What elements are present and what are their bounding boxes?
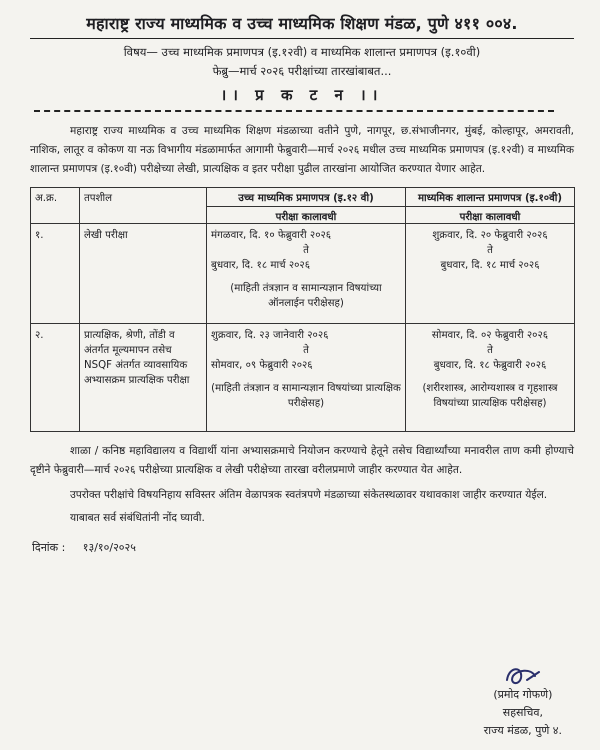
hsc-note: (माहिती तंत्रज्ञान व सामान्यज्ञान विषयांच्या ऑनलाईन परीक्षेसह) — [230, 283, 382, 309]
hsc-period-subheader: परीक्षा कालावधी — [207, 206, 405, 223]
col-ssc-label: माध्यमिक शालान्त प्रमाणपत्र (इ.१०वी) — [417, 193, 563, 204]
note-paragraph: याबाबत सर्व संबंधितांनी नोंद घ्यावी. — [70, 512, 205, 524]
table-row — [31, 324, 575, 432]
purpose-paragraph: शाळा / कनिष्ठ महाविद्यालय व विद्यार्थी यांना अभ्यासक्रमाचे नियोजन करण्याचे हेतूने तसेच विद्यार्थ्यांच्या मनावरील ताण कमी होण्याचे दृष्टीने फेब्रुवारी—मार्च २०२६ परीक्षेच्या प्रात्यक्षिक व लेखी परीक्षेच्या तारखा वरीलप्रमाणे जाहीर करण्यात येत आहेत. — [30, 445, 574, 476]
row-hsc-period — [207, 324, 406, 432]
date-label: दिनांक : — [32, 541, 66, 554]
date-row — [30, 540, 574, 555]
ssc-from-date: सोमवार, दि. ०२ फेब्रुवारी २०२६ — [431, 330, 549, 341]
subject-line-2: फेब्रु—मार्च २०२६ परीक्षांच्या तारखांबाबत... — [212, 64, 392, 78]
ssc-to-word: ते — [487, 245, 493, 256]
hsc-from-date: शुक्रवार, दि. २३ जानेवारी २०२६ — [211, 330, 329, 341]
row-sr: २. — [31, 324, 80, 432]
ssc-to-word: ते — [487, 345, 493, 356]
subject-line-1: विषय— उच्च माध्यमिक प्रमाणपत्र (इ.१२वी) व माध्यमिक शालान्त प्रमाणपत्र (इ.१०वी) — [123, 45, 481, 59]
ssc-note: (शरीरशास्त्र, आरोग्यशास्त्र व गृहशास्त्र विषयांच्या प्रात्यक्षिक परीक्षेसह) — [422, 383, 558, 409]
signature-block — [484, 662, 562, 740]
row-sr: १. — [31, 224, 80, 324]
hsc-to-word: ते — [303, 345, 309, 356]
ssc-to-date: बुधवार, दि. १८ मार्च २०२६ — [440, 260, 540, 271]
notice-heading: ।। प्र क ट न ।। — [220, 86, 384, 104]
title-underline — [30, 38, 574, 39]
ssc-to-date: बुधवार, दि. १८ फेब्रुवारी २०२६ — [433, 360, 547, 371]
signatory-title: सहसचिव, — [502, 706, 543, 719]
hsc-to-date: बुधवार, दि. १८ मार्च २०२६ — [211, 260, 311, 271]
col-detail-header: तपशील — [80, 188, 207, 224]
col-hsc-header — [207, 188, 406, 224]
board-title: महाराष्ट्र राज्य माध्यमिक व उच्च माध्यमिक शिक्षण मंडळ, पुणे ४११ ००४. — [86, 14, 518, 33]
ssc-period-subheader: परीक्षा कालावधी — [406, 206, 574, 223]
timetable-paragraph: उपरोक्त परीक्षांचे विषयनिहाय सविस्तर अंतिम वेळापत्रक स्वतंत्रपणे मंडळाच्या संकेतस्थळावर यथावकाश जाहीर करण्यात येईल. — [70, 489, 548, 501]
row-detail: लेखी परीक्षा — [80, 224, 207, 324]
row-hsc-period — [207, 224, 406, 324]
table-row — [31, 224, 575, 324]
col-hsc-label: उच्च माध्यमिक प्रमाणपत्र (इ.१२ वी) — [238, 193, 374, 204]
ssc-from-date: शुक्रवार, दि. २० फेब्रुवारी २०२६ — [432, 230, 548, 241]
exam-schedule-table — [30, 187, 575, 432]
hsc-to-word: ते — [303, 245, 309, 256]
intro-paragraph: महाराष्ट्र राज्य माध्यमिक व उच्च माध्यमिक शिक्षण मंडळाच्या वतीने पुणे, नागपूर, छ.संभाजीनगर, मुंबई, कोल्हापूर, अमरावती, नाशिक, लातूर व कोकण या नऊ विभागीय मंडळामार्फत आगामी फेब्रुवारी—मार्च २०२६ मधील उच्च माध्यमिक प्रमाणपत्र (इ.१२वी) व माध्यमिक शालान्त प्रमाणपत्र (इ.१०वी) परीक्षेच्या लेखी, प्रात्यक्षिक व इतर परीक्षा पुढील तारखांना आयोजित करण्यात येणार आहेत. — [30, 125, 574, 175]
date-value: १३/१०/२०२५ — [82, 541, 136, 554]
hsc-from-date: मंगळवार, दि. १० फेब्रुवारी २०२६ — [211, 230, 332, 241]
hsc-to-date: सोमवार, ०९ फेब्रुवारी २०२६ — [211, 360, 313, 371]
col-sr-header: अ.क्र. — [31, 188, 80, 224]
row-ssc-period — [406, 224, 575, 324]
hsc-note: (माहिती तंत्रज्ञान व सामान्यज्ञान विषयांच्या प्रात्यक्षिक परीक्षेसह) — [211, 383, 401, 409]
col-ssc-header — [406, 188, 575, 224]
signatory-office: राज्य मंडळ, पुणे ४. — [483, 724, 562, 737]
row-ssc-period — [406, 324, 575, 432]
dashed-divider — [34, 110, 554, 112]
signatory-name: (प्रमोद गोफणे) — [493, 688, 553, 701]
row-detail: प्रात्यक्षिक, श्रेणी, तोंडी व अंतर्गत मूल्यमापन तसेच NSQF अंतर्गत व्यावसायिक अभ्यासक्रम प्रात्यक्षिक परीक्षा — [80, 324, 207, 432]
